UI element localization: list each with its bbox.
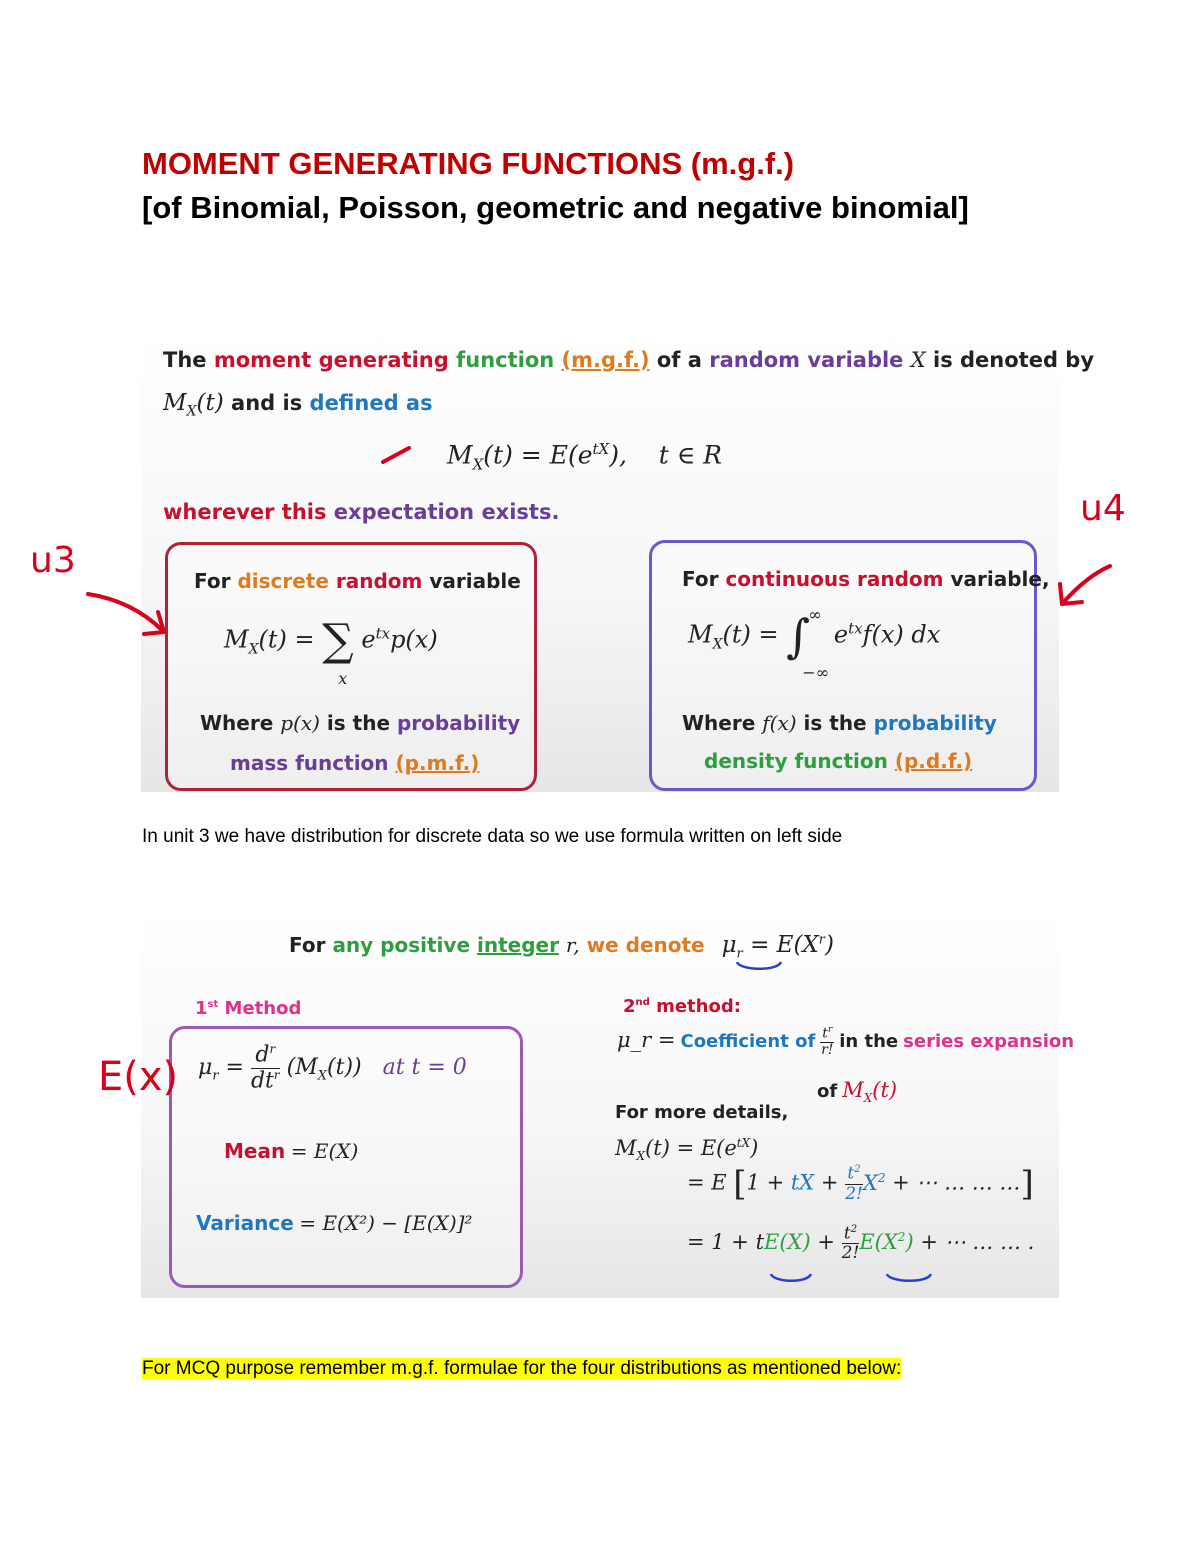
discrete-pmf-line: mass function (p.m.f.) <box>230 751 480 775</box>
unit3-note: In unit 3 we have distribution for discrete data so we use formula written on left side <box>142 826 843 847</box>
discrete-box-heading: For discrete random variable <box>194 569 521 593</box>
moments-panel <box>141 906 1075 1298</box>
expansion-line-3: = 1 + tE(X) + $\frac{t^2}{2!}$ $E(X^2)$ + ⋯ … … . <box>687 1223 1035 1264</box>
underline-mark <box>733 958 785 974</box>
continuous-box-heading: For continuous random variable, <box>682 567 1050 591</box>
underline-mark <box>883 1270 935 1286</box>
annotation-u4: u4 <box>1080 488 1126 529</box>
expansion-line-1: $M_X(t) = E(e^{tX})$ <box>615 1136 759 1164</box>
method1-box <box>169 1026 523 1288</box>
variance-line: Variance = E(X²) − [E(X)]² <box>196 1211 473 1235</box>
checkmark-icon <box>379 442 413 466</box>
more-details: For more details, <box>615 1102 789 1123</box>
method2-coefficient-line: μ_r = Coefficient of $\frac{t^r}{r!}$ in the series expansion <box>617 1025 1075 1059</box>
mgf-definition-formula: $M_X(t) = E(e^{tX})$, t ∈ R <box>447 440 722 474</box>
method1-formula: $\mu_r$ = $\frac{d^r}{dt^r}$ $(M_X(t))$ at t = 0 <box>198 1042 467 1093</box>
annotation-u3: u3 <box>30 540 76 581</box>
mcq-note-highlight: For MCQ purpose remember m.g.f. formulae for the four distributions as mentioned below: <box>142 1358 902 1379</box>
continuous-where-line: Where f(x) is the probability <box>682 711 997 735</box>
discrete-where-line: Where p(x) is the probability <box>200 711 521 735</box>
method2-of-line: of $M_X(t)$ <box>817 1078 898 1106</box>
discrete-formula-box <box>165 542 537 791</box>
intro-line-2: $M_X(t)$ and is defined as <box>163 390 433 420</box>
annotation-ex: E(x) <box>98 1054 179 1100</box>
expectation-note: wherever this expectation exists. <box>163 500 560 524</box>
continuous-formula-box <box>649 540 1050 791</box>
arrow-icon <box>1054 560 1116 610</box>
method2-label: 2nd method: <box>623 996 741 1017</box>
discrete-mgf-formula: $M_X(t)$ = ∑ x $e^{tx}p(x)$ <box>224 615 438 688</box>
page-subtitle: [of Binomial, Poisson, geometric and negative binomial] <box>142 190 969 225</box>
expansion-line-2: = E [1 + tX + $\frac{t^2}{2!}$ $X^2$ + ⋯ … … …] <box>687 1164 1034 1204</box>
arrow-icon <box>84 586 180 646</box>
mean-line: Mean = E(X) <box>224 1139 359 1163</box>
continuous-mgf-formula: $M_X(t)$ = ∫ ∞ −∞ $e^{tx}f(x)$ dx <box>688 605 941 682</box>
intro-line-1: The moment generating function (m.g.f.) of a random variable X is denoted by <box>163 348 1095 372</box>
underline-mark <box>767 1270 815 1286</box>
method1-label: 1st Method <box>195 998 302 1019</box>
moments-header: For any positive integer r, we denote $\mu_r = E(X^r)$ <box>289 932 834 962</box>
mgf-definition-panel <box>141 328 1095 792</box>
continuous-pdf-line: density function (p.d.f.) <box>704 749 973 773</box>
mcq-note <box>142 1358 901 1380</box>
page-title: MOMENT GENERATING FUNCTIONS (m.g.f.) <box>142 146 795 181</box>
